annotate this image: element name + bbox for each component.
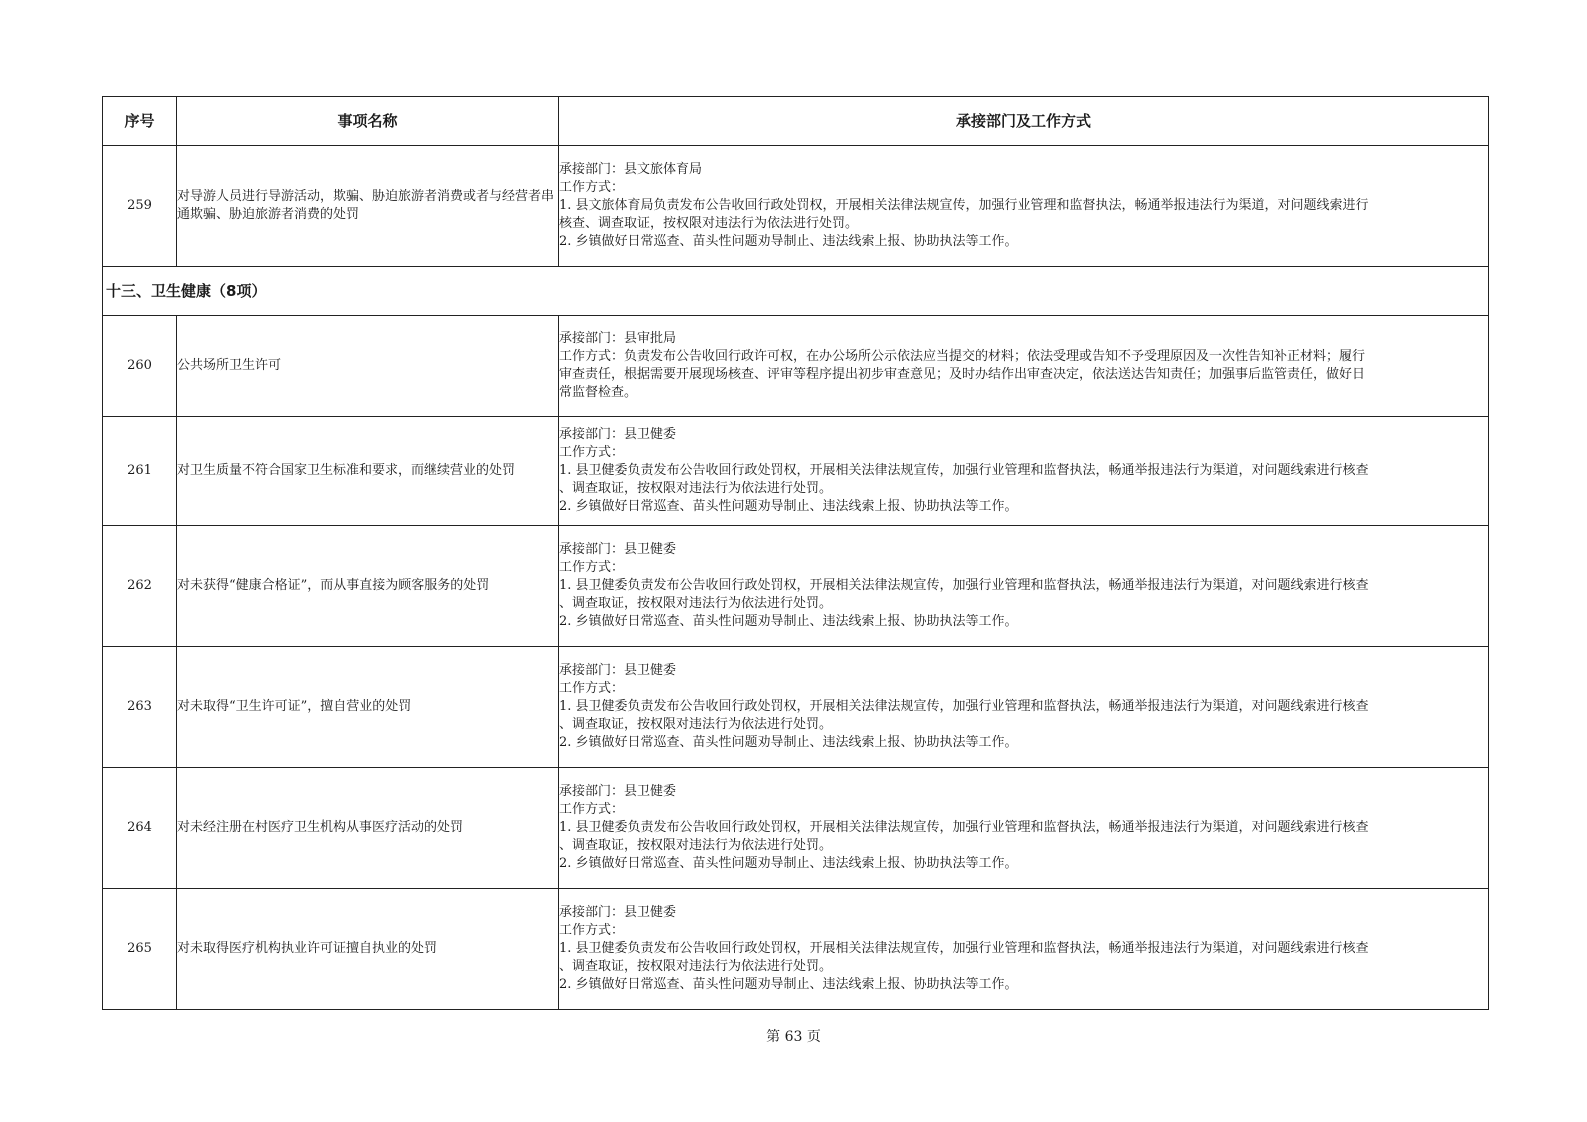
column-header-item-name: 事项名称 xyxy=(177,97,559,146)
page-number: 第 63 页 xyxy=(766,1029,821,1045)
department-method-line: 承接部门：县卫健委 xyxy=(559,784,677,799)
department-method-line: 工作方式：负责发布公告收回行政许可权，在办公场所公示依法应当提交的材料；依法受理或告知不予受理原因及一次性告知补正材料；履行 xyxy=(559,349,1366,364)
department-method-line: 承接部门：县审批局 xyxy=(559,331,677,346)
department-method-line: 、调查取证，按权限对违法行为依法进行处罚。 xyxy=(559,481,833,496)
department-method-cell xyxy=(559,647,1489,768)
department-method-line: 核查、调查取证，按权限对违法行为依法进行处罚。 xyxy=(559,216,859,231)
row-number: 264 xyxy=(103,768,177,889)
department-method-line: 1. 县卫健委负责发布公告收回行政处罚权，开展相关法律法规宣传，加强行业管理和监督执法，畅通举报违法行为渠道，对问题线索进行核查 xyxy=(559,941,1369,956)
table-row xyxy=(103,417,1489,526)
department-method-line: 2. 乡镇做好日常巡查、苗头性问题劝导制止、违法线索上报、协助执法等工作。 xyxy=(559,234,1018,249)
department-method-line: 工作方式： xyxy=(559,180,625,195)
table-header-row xyxy=(103,97,1489,146)
item-name: 对导游人员进行导游活动，欺骗、胁迫旅游者消费或者与经营者串通欺骗、胁迫旅游者消费的处罚 xyxy=(177,146,559,267)
row-number: 263 xyxy=(103,647,177,768)
item-name: 公共场所卫生许可 xyxy=(177,316,559,417)
section-header-row xyxy=(103,267,1489,316)
row-number: 262 xyxy=(103,526,177,647)
department-method-cell xyxy=(559,889,1489,1010)
item-name: 对未取得“卫生许可证”，擅自营业的处罚 xyxy=(177,647,559,768)
department-method-line: 2. 乡镇做好日常巡查、苗头性问题劝导制止、违法线索上报、协助执法等工作。 xyxy=(559,499,1018,514)
department-method-line: 、调查取证，按权限对违法行为依法进行处罚。 xyxy=(559,838,833,853)
department-method-line: 承接部门：县卫健委 xyxy=(559,905,677,920)
column-header-department-method: 承接部门及工作方式 xyxy=(559,97,1489,146)
department-method-line: 承接部门：县卫健委 xyxy=(559,542,677,557)
department-method-line: 常监督检查。 xyxy=(559,385,638,400)
row-number: 260 xyxy=(103,316,177,417)
department-method-line: 承接部门：县卫健委 xyxy=(559,663,677,678)
department-method-line: 工作方式： xyxy=(559,560,625,575)
department-method-line: 工作方式： xyxy=(559,923,625,938)
department-method-line: 2. 乡镇做好日常巡查、苗头性问题劝导制止、违法线索上报、协助执法等工作。 xyxy=(559,614,1018,629)
department-method-line: 承接部门：县卫健委 xyxy=(559,427,677,442)
department-method-cell xyxy=(559,316,1489,417)
row-number: 259 xyxy=(103,146,177,267)
section-title: 十三、卫生健康（8项） xyxy=(103,267,1489,316)
item-name: 对未获得“健康合格证”，而从事直接为顾客服务的处罚 xyxy=(177,526,559,647)
column-header-number: 序号 xyxy=(103,97,177,146)
department-method-cell xyxy=(559,146,1489,267)
department-method-line: 2. 乡镇做好日常巡查、苗头性问题劝导制止、违法线索上报、协助执法等工作。 xyxy=(559,856,1018,871)
department-method-line: 1. 县文旅体育局负责发布公告收回行政处罚权，开展相关法律法规宣传，加强行业管理和监督执法，畅通举报违法行为渠道，对问题线索进行 xyxy=(559,198,1369,213)
department-method-line: 、调查取证，按权限对违法行为依法进行处罚。 xyxy=(559,596,833,611)
table-row xyxy=(103,526,1489,647)
department-method-line: 1. 县卫健委负责发布公告收回行政处罚权，开展相关法律法规宣传，加强行业管理和监督执法，畅通举报违法行为渠道，对问题线索进行核查 xyxy=(559,463,1369,478)
department-method-line: 工作方式： xyxy=(559,681,625,696)
department-method-line: 2. 乡镇做好日常巡查、苗头性问题劝导制止、违法线索上报、协助执法等工作。 xyxy=(559,977,1018,992)
row-number: 265 xyxy=(103,889,177,1010)
department-method-line: 1. 县卫健委负责发布公告收回行政处罚权，开展相关法律法规宣传，加强行业管理和监督执法，畅通举报违法行为渠道，对问题线索进行核查 xyxy=(559,820,1369,835)
table-row xyxy=(103,647,1489,768)
department-method-line: 审查责任，根据需要开展现场核查、评审等程序提出初步审查意见；及时办结作出审查决定，依法送达告知责任；加强事后监管责任，做好日 xyxy=(559,367,1366,382)
row-number: 261 xyxy=(103,417,177,526)
department-method-cell xyxy=(559,417,1489,526)
department-method-cell xyxy=(559,768,1489,889)
department-method-cell xyxy=(559,526,1489,647)
item-name: 对未经注册在村医疗卫生机构从事医疗活动的处罚 xyxy=(177,768,559,889)
department-method-line: 2. 乡镇做好日常巡查、苗头性问题劝导制止、违法线索上报、协助执法等工作。 xyxy=(559,735,1018,750)
department-method-line: 承接部门：县文旅体育局 xyxy=(559,162,703,177)
department-method-line: 工作方式： xyxy=(559,802,625,817)
matters-table xyxy=(102,96,1489,1010)
department-method-line: 、调查取证，按权限对违法行为依法进行处罚。 xyxy=(559,959,833,974)
department-method-line: 1. 县卫健委负责发布公告收回行政处罚权，开展相关法律法规宣传，加强行业管理和监督执法，畅通举报违法行为渠道，对问题线索进行核查 xyxy=(559,578,1369,593)
item-name: 对卫生质量不符合国家卫生标准和要求，而继续营业的处罚 xyxy=(177,417,559,526)
department-method-line: 、调查取证，按权限对违法行为依法进行处罚。 xyxy=(559,717,833,732)
table-row xyxy=(103,889,1489,1010)
matters-table-body xyxy=(103,97,1489,1010)
table-row xyxy=(103,146,1489,267)
table-row xyxy=(103,316,1489,417)
table-row xyxy=(103,768,1489,889)
department-method-line: 1. 县卫健委负责发布公告收回行政处罚权，开展相关法律法规宣传，加强行业管理和监督执法，畅通举报违法行为渠道，对问题线索进行核查 xyxy=(559,699,1369,714)
department-method-line: 工作方式： xyxy=(559,445,625,460)
item-name: 对未取得医疗机构执业许可证擅自执业的处罚 xyxy=(177,889,559,1010)
